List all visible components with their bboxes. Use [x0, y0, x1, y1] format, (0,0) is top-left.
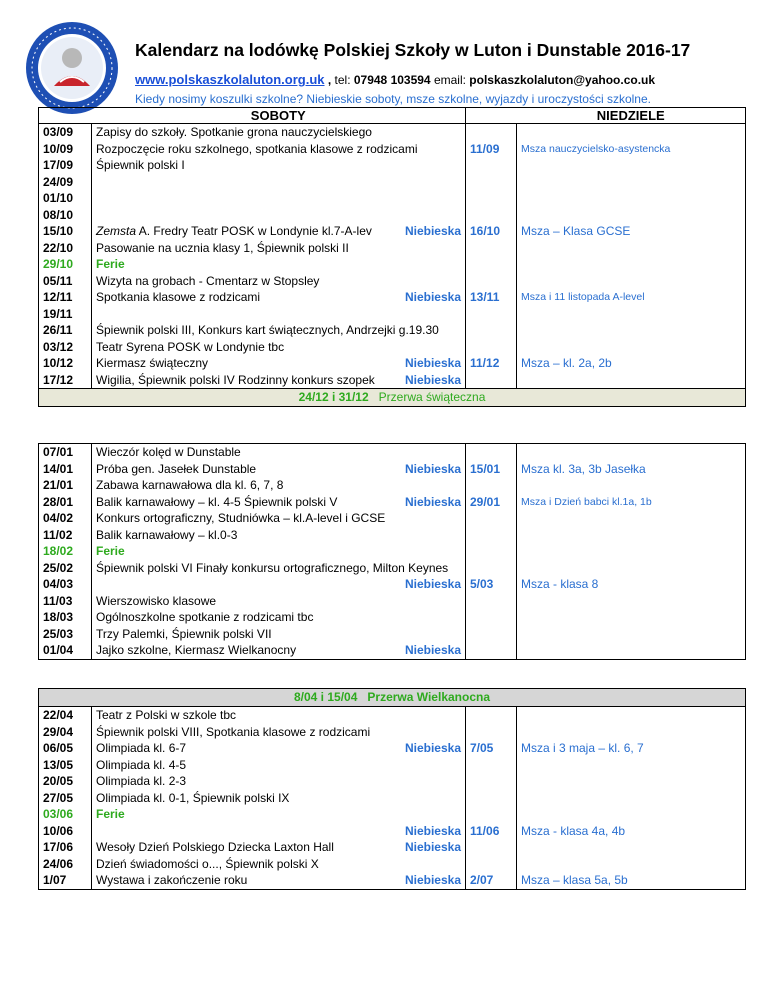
saturday-date: 22/04: [39, 707, 92, 724]
mass-note: [517, 510, 746, 527]
calendar-row: [39, 527, 746, 544]
saturday-event: [92, 444, 466, 461]
dress-code-note: Kiedy nosimy koszulki szkolne? Niebieskie soboty, msze szkolne, wyjazdy i uroczystości szkolne.: [135, 92, 651, 106]
sunday-date: [466, 306, 517, 323]
saturday-event: [92, 174, 466, 191]
mass-note: [517, 773, 746, 790]
saturday-date: 25/03: [39, 626, 92, 643]
blue-shirt-tag: Niebieska: [404, 840, 461, 854]
blue-shirt-tag: Niebieska: [404, 224, 461, 238]
event-text: Śpiewnik polski VIII, Spotkania klasowe z rodzicami: [96, 724, 371, 739]
saturday-date: 04/03: [39, 576, 92, 593]
event-text: Rozpoczęcie roku szkolnego, spotkania klasowe z rodzicami: [96, 141, 418, 156]
saturday-event: [92, 576, 466, 593]
saturday-event: [92, 494, 466, 511]
calendar-row: [39, 372, 746, 389]
calendar-row: [39, 576, 746, 593]
saturday-event: [92, 757, 466, 774]
sunday-date: [466, 339, 517, 356]
saturday-event: [92, 339, 466, 356]
saturday-event: [92, 355, 466, 372]
event-text: Wigilia, Śpiewnik polski IV Rodzinny konkurs szopek: [96, 372, 375, 387]
saturday-event: [92, 790, 466, 807]
blue-shirt-tag: Niebieska: [404, 741, 461, 755]
blue-shirt-tag: Niebieska: [404, 461, 461, 476]
event-text: A. Fredry Teatr POSK w Londynie kl.7-A-lev: [136, 224, 372, 238]
saturday-date: 18/03: [39, 609, 92, 626]
event-text: Balik karnawałowy – kl. 4-5 Śpiewnik polski V: [96, 494, 338, 509]
calendar-row: [39, 273, 746, 290]
event-text: Jajko szkolne, Kiermasz Wielkanocny: [96, 643, 297, 657]
sunday-date: [466, 240, 517, 257]
saturday-date: 1/07: [39, 872, 92, 889]
saturday-date: 06/05: [39, 740, 92, 757]
calendar-row: [39, 306, 746, 323]
mass-note: [517, 190, 746, 207]
saturday-date: 04/02: [39, 510, 92, 527]
saturdays-header: SOBOTY: [92, 108, 466, 124]
saturday-event: [92, 609, 466, 626]
saturday-date: 27/05: [39, 790, 92, 807]
saturday-date: 29/10: [39, 256, 92, 273]
mass-note: [517, 207, 746, 224]
event-text: Próba gen. Jasełek Dunstable: [96, 461, 257, 476]
saturday-date: 22/10: [39, 240, 92, 257]
saturday-date: 28/01: [39, 494, 92, 511]
mass-note: [517, 724, 746, 741]
mass-note: [517, 339, 746, 356]
easter-break-label: Przerwa Wielkanocna: [367, 690, 490, 704]
event-text: Olimpiada kl. 6-7: [96, 741, 187, 755]
calendar-row: [39, 707, 746, 724]
saturday-event: [92, 839, 466, 856]
mass-note: [517, 124, 746, 141]
saturday-event: [92, 124, 466, 141]
calendar-row: [39, 256, 746, 273]
saturday-date: 01/04: [39, 642, 92, 659]
blue-shirt-tag: Niebieska: [404, 643, 461, 657]
calendar-row: [39, 642, 746, 659]
event-text: Pasowanie na ucznia klasy 1, Śpiewnik polski II: [96, 240, 349, 255]
event-text: Wystawa i zakończenie roku: [96, 873, 248, 887]
sunday-date: [466, 322, 517, 339]
blue-shirt-tag: Niebieska: [404, 494, 461, 509]
sunday-date: [466, 372, 517, 389]
saturday-event: [92, 157, 466, 174]
sunday-date: 11/12: [466, 355, 517, 372]
saturday-event: [92, 773, 466, 790]
mass-note: [517, 856, 746, 873]
mass-note: Msza i 3 maja – kl. 6, 7: [517, 740, 746, 757]
mass-note: [517, 372, 746, 389]
event-text: Teatr z Polski w szkole tbc: [96, 708, 237, 722]
mass-note: [517, 642, 746, 659]
saturday-event: [92, 240, 466, 257]
calendar-row: [39, 724, 746, 741]
event-title-italic: Zemsta: [96, 224, 137, 238]
calendar-table-spring: [38, 688, 746, 890]
mass-note: [517, 593, 746, 610]
mass-note: Msza nauczycielsko-asystencka: [517, 141, 746, 158]
saturday-event: [92, 872, 466, 889]
saturday-event: [92, 856, 466, 873]
saturday-date: 25/02: [39, 560, 92, 577]
sunday-date: [466, 560, 517, 577]
calendar-row: [39, 190, 746, 207]
event-text: Zapisy do szkoły. Spotkanie grona nauczycielskiego: [96, 125, 372, 139]
calendar-row: [39, 157, 746, 174]
saturday-event: [92, 626, 466, 643]
saturday-event: [92, 707, 466, 724]
event-text: Olimpiada kl. 2-3: [96, 774, 187, 788]
mass-note: [517, 790, 746, 807]
mass-note: [517, 273, 746, 290]
sunday-date: [466, 593, 517, 610]
blue-shirt-tag: Niebieska: [404, 577, 461, 591]
mass-note: Msza - klasa 4a, 4b: [517, 823, 746, 840]
sunday-date: [466, 642, 517, 659]
saturday-event: [92, 190, 466, 207]
calendar-row: [39, 510, 746, 527]
calendar-row: [39, 740, 746, 757]
event-text: Śpiewnik polski I: [96, 158, 185, 172]
school-logo: [24, 20, 120, 116]
saturday-date: 12/11: [39, 289, 92, 306]
saturday-date: 11/02: [39, 527, 92, 544]
saturday-date: 24/09: [39, 174, 92, 191]
saturday-event: [92, 223, 466, 240]
mass-note: [517, 157, 746, 174]
saturday-date: 21/01: [39, 477, 92, 494]
saturday-date: 03/06: [39, 806, 92, 823]
calendar-row: [39, 461, 746, 478]
sunday-date: [466, 806, 517, 823]
saturday-event: [92, 306, 466, 323]
sundays-header: NIEDZIELE: [517, 108, 746, 124]
saturday-event: [92, 740, 466, 757]
sunday-date: [466, 510, 517, 527]
sunday-date: [466, 256, 517, 273]
blue-shirt-tag: Niebieska: [404, 290, 461, 304]
calendar-row: [39, 322, 746, 339]
event-text: Wierszowisko klasowe: [96, 593, 217, 608]
event-text: Ferie: [96, 807, 125, 821]
calendar-row: [39, 593, 746, 610]
mass-note: [517, 839, 746, 856]
calendar-row: [39, 543, 746, 560]
saturday-date: 14/01: [39, 461, 92, 478]
saturday-event: [92, 527, 466, 544]
saturday-date: 03/12: [39, 339, 92, 356]
calendar-row: [39, 240, 746, 257]
mass-note: Msza – kl. 2a, 2b: [517, 355, 746, 372]
mass-note: [517, 806, 746, 823]
calendar-row: [39, 207, 746, 224]
separator: ,: [324, 73, 335, 87]
contact-line: [135, 72, 655, 87]
saturday-event: [92, 289, 466, 306]
calendar-row: [39, 757, 746, 774]
event-text: Trzy Palemki, Śpiewnik polski VII: [96, 626, 272, 641]
sunday-date: [466, 773, 517, 790]
sunday-date: [466, 790, 517, 807]
mass-note: [517, 527, 746, 544]
mass-note: Msza i 11 listopada A-level: [517, 289, 746, 306]
saturday-event: [92, 806, 466, 823]
mass-note: [517, 306, 746, 323]
event-text: Teatr Syrena POSK w Londynie tbc: [96, 339, 285, 354]
event-text: Kiermasz świąteczny: [96, 356, 209, 370]
blue-shirt-tag: Niebieska: [404, 372, 461, 387]
saturday-date: 24/06: [39, 856, 92, 873]
sunday-date: [466, 543, 517, 560]
mass-note: Msza – Klasa GCSE: [517, 223, 746, 240]
calendar-table-winter: [38, 443, 746, 660]
event-text: Wieczór kolęd w Dunstable: [96, 445, 241, 459]
website-link[interactable]: www.polskaszkolaluton.org.uk: [135, 72, 325, 87]
mass-note: [517, 757, 746, 774]
saturday-date: 11/03: [39, 593, 92, 610]
event-text: Olimpiada kl. 0-1, Śpiewnik polski IX: [96, 790, 290, 805]
calendar-row: [39, 494, 746, 511]
saturday-date: 19/11: [39, 306, 92, 323]
calendar-row: [39, 355, 746, 372]
calendar-row: [39, 823, 746, 840]
saturday-date: 01/10: [39, 190, 92, 207]
saturday-date: 10/12: [39, 355, 92, 372]
tel-label: tel:: [334, 73, 354, 87]
mass-note: [517, 174, 746, 191]
event-text: Śpiewnik polski III, Konkurs kart świątecznych, Andrzejki g.19.30: [96, 323, 439, 337]
sunday-date: [466, 757, 517, 774]
calendar-row: [39, 339, 746, 356]
sunday-date: 11/06: [466, 823, 517, 840]
calendar-row: [39, 626, 746, 643]
calendar-row: [39, 141, 746, 158]
calendar-row: [39, 790, 746, 807]
saturday-event: [92, 642, 466, 659]
sunday-date: 16/10: [466, 223, 517, 240]
email-address[interactable]: polskaszkolaluton@yahoo.co.uk: [469, 73, 656, 87]
event-text: Ferie: [96, 257, 125, 271]
event-text: Dzień świadomości o..., Śpiewnik polski X: [96, 856, 319, 871]
saturday-date: 05/11: [39, 273, 92, 290]
calendar-row: [39, 872, 746, 889]
saturday-event: [92, 593, 466, 610]
sunday-date: 15/01: [466, 461, 517, 478]
sunday-date: [466, 856, 517, 873]
sunday-date: 29/01: [466, 494, 517, 511]
mass-note: Msza – klasa 5a, 5b: [517, 872, 746, 889]
calendar-table-autumn: [38, 107, 746, 407]
saturday-date: 15/10: [39, 223, 92, 240]
page-title: Kalendarz na lodówkę Polskiej Szkoły w Luton i Dunstable 2016-17: [135, 40, 691, 60]
christmas-break-cell: [39, 389, 746, 407]
saturday-event: [92, 543, 466, 560]
saturday-date: 17/09: [39, 157, 92, 174]
event-text: Konkurs ortograficzny, Studniówka – kl.A-level i GCSE: [96, 511, 386, 525]
sunday-date: [466, 124, 517, 141]
mass-note: [517, 560, 746, 577]
event-text: Wesoły Dzień Polskiego Dziecka Laxton Hall: [96, 840, 334, 854]
event-text: Śpiewnik polski VI Finały konkursu ortograficznego, Milton Keynes: [96, 560, 449, 575]
saturday-event: [92, 477, 466, 494]
mass-note: Msza - klasa 8: [517, 576, 746, 593]
saturday-date: 10/06: [39, 823, 92, 840]
saturday-event: [92, 256, 466, 273]
sunday-date: [466, 190, 517, 207]
event-text: Zabawa karnawałowa dla kl. 6, 7, 8: [96, 478, 284, 492]
mass-note: [517, 609, 746, 626]
sunday-date: [466, 626, 517, 643]
calendar-row: [39, 773, 746, 790]
saturday-date: 08/10: [39, 207, 92, 224]
sunday-date: 13/11: [466, 289, 517, 306]
mass-note: [517, 626, 746, 643]
saturday-event: [92, 461, 466, 478]
calendar-row: [39, 124, 746, 141]
calendar-row: [39, 174, 746, 191]
mass-note: [517, 256, 746, 273]
easter-break-row: [39, 689, 746, 707]
saturday-date: 13/05: [39, 757, 92, 774]
christmas-break-dates: 24/12 i 31/12: [298, 390, 369, 404]
calendar-row: [39, 806, 746, 823]
blue-shirt-tag: Niebieska: [404, 823, 461, 838]
blue-shirt-tag: Niebieska: [404, 873, 461, 887]
event-text: Ferie: [96, 544, 125, 558]
saturday-event: [92, 510, 466, 527]
event-text: Ogólnoszkolne spotkanie z rodzicami tbc: [96, 610, 314, 624]
mass-note: [517, 543, 746, 560]
calendar-row: [39, 477, 746, 494]
mass-note: [517, 444, 746, 461]
event-text: Wizyta na grobach - Cmentarz w Stopsley: [96, 273, 320, 288]
event-text: Spotkania klasowe z rodzicami: [96, 290, 261, 304]
sunday-date: [466, 477, 517, 494]
sunday-date: 5/03: [466, 576, 517, 593]
saturday-event: [92, 372, 466, 389]
sunday-date: [466, 839, 517, 856]
sunday-date: 7/05: [466, 740, 517, 757]
sunday-date: [466, 273, 517, 290]
saturday-event: [92, 724, 466, 741]
sunday-date: [466, 174, 517, 191]
sunday-date: [466, 609, 517, 626]
mass-note: Msza i Dzień babci kl.1a, 1b: [517, 494, 746, 511]
saturday-date: 10/09: [39, 141, 92, 158]
mass-note: [517, 707, 746, 724]
christmas-break-row: [39, 389, 746, 407]
saturday-date: 03/09: [39, 124, 92, 141]
saturday-event: [92, 322, 466, 339]
calendar-row: [39, 839, 746, 856]
mass-note: [517, 322, 746, 339]
email-label: email:: [430, 73, 470, 87]
sunday-date: [466, 527, 517, 544]
sunday-date: 11/09: [466, 141, 517, 158]
saturday-date: 26/11: [39, 322, 92, 339]
calendar-row: [39, 856, 746, 873]
blue-shirt-tag: Niebieska: [404, 356, 461, 370]
saturday-event: [92, 823, 466, 840]
saturday-event: [92, 141, 466, 158]
saturday-date: 17/06: [39, 839, 92, 856]
sunday-date: [466, 707, 517, 724]
saturday-date: 20/05: [39, 773, 92, 790]
easter-break-dates: 8/04 i 15/04: [293, 690, 358, 704]
tel-number: 07948 103594: [353, 73, 431, 87]
sunday-date: [466, 157, 517, 174]
saturday-date: 18/02: [39, 543, 92, 560]
sunday-date: [466, 724, 517, 741]
calendar-row: [39, 560, 746, 577]
calendar-row: [39, 289, 746, 306]
saturday-date: 29/04: [39, 724, 92, 741]
sunday-date: [466, 207, 517, 224]
christmas-break-label: Przerwa świąteczna: [378, 390, 486, 404]
calendar-row: [39, 609, 746, 626]
mass-note: Msza kl. 3a, 3b Jasełka: [517, 461, 746, 478]
saturday-date: 17/12: [39, 372, 92, 389]
saturday-event: [92, 560, 466, 577]
saturday-event: [92, 273, 466, 290]
mass-note: [517, 477, 746, 494]
saturday-event: [92, 207, 466, 224]
event-text: Balik karnawałowy – kl.0-3: [96, 527, 238, 542]
mass-note: [517, 240, 746, 257]
saturday-date: 07/01: [39, 444, 92, 461]
sunday-date: [466, 444, 517, 461]
sunday-date: 2/07: [466, 872, 517, 889]
calendar-row: [39, 444, 746, 461]
calendar-row: [39, 223, 746, 240]
event-text: Olimpiada kl. 4-5: [96, 757, 187, 772]
